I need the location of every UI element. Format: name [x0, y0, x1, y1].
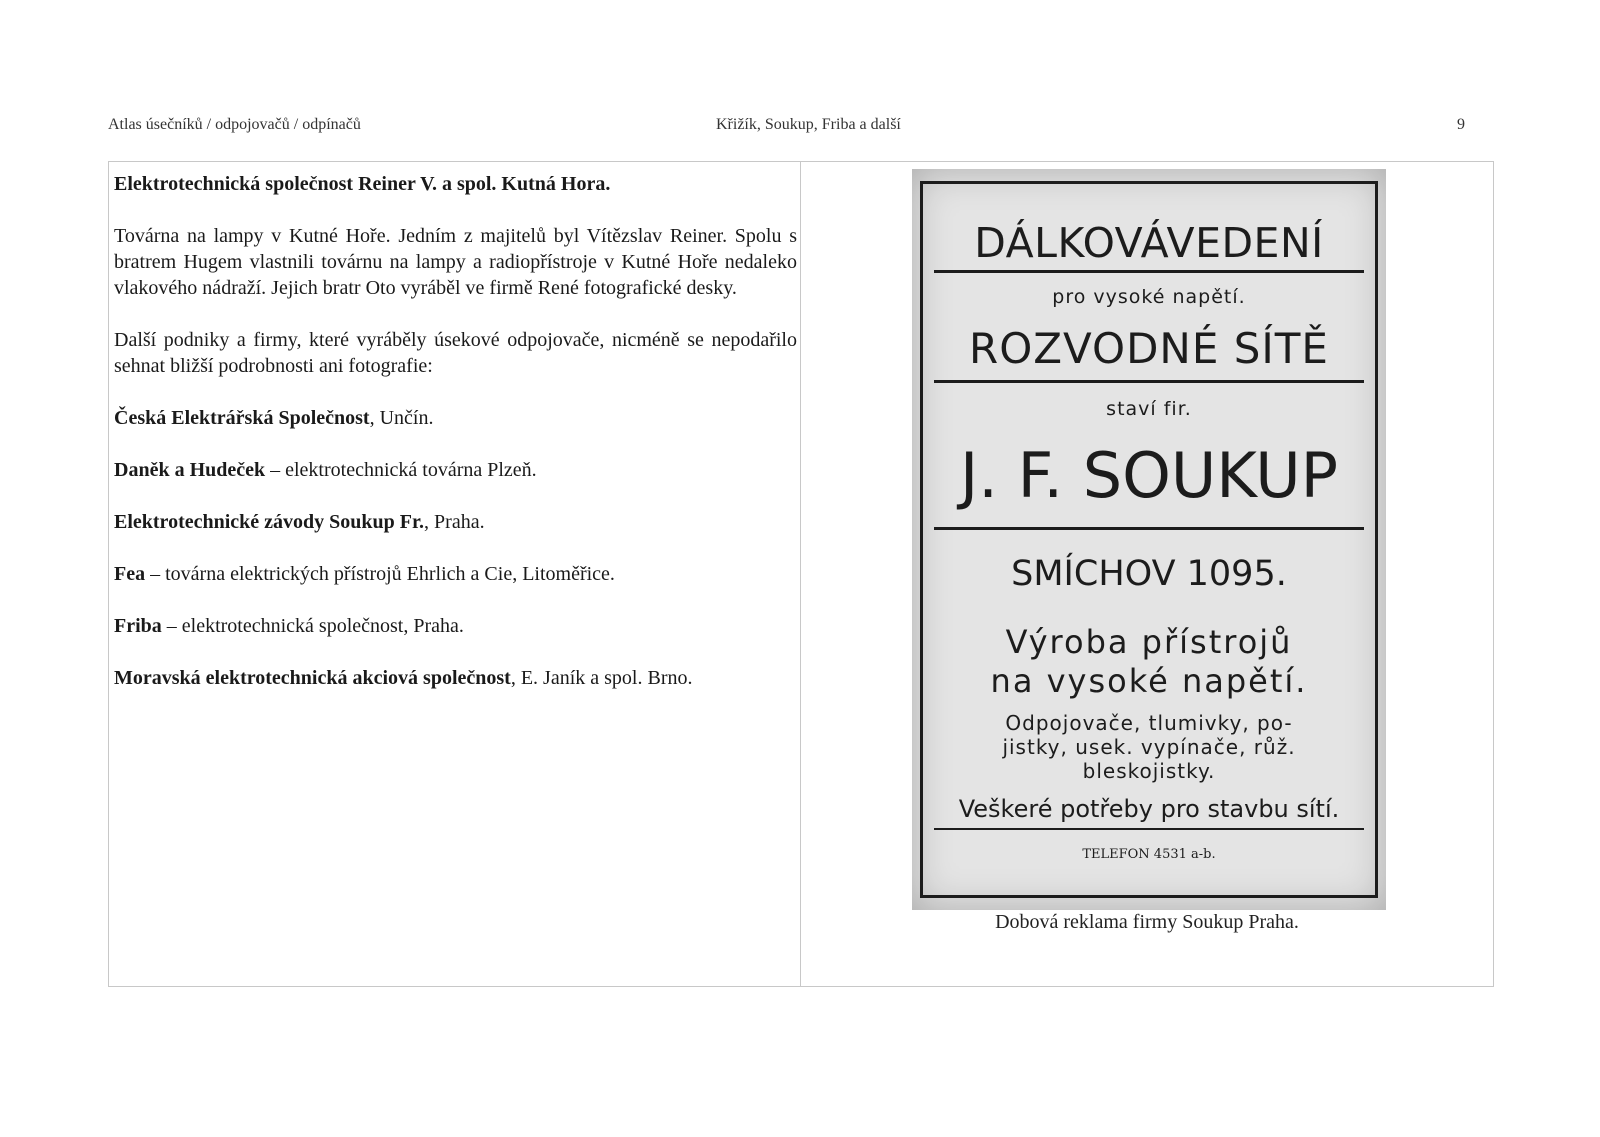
firm-entry [114, 405, 797, 431]
image-caption: Dobová reklama firmy Soukup Praha. [995, 911, 1299, 933]
ad-line-jistky: jistky, usek. vypínače, růž. [1002, 735, 1296, 759]
firm-name: Fea [114, 563, 146, 585]
ad-line-telefon: TELEFON 4531 a-b. [1082, 847, 1216, 862]
ad-line-odpojovace: Odpojovače, tlumivky, po- [1005, 711, 1293, 735]
firm-name: Daněk a Hudeček [114, 459, 266, 481]
firm-entry [114, 613, 797, 639]
left-column [114, 171, 797, 717]
firm-detail: , Unčín. [369, 407, 434, 429]
paragraph-other-firms: Další podniky a firmy, které vyráběly úsekové odpojovače, nicméně se nepodařilo sehnat bližší podrobnosti ani fotografie: [114, 329, 797, 377]
firm-entry [114, 561, 797, 587]
soukup-advertisement-image [912, 169, 1386, 910]
header-section-title: Křižík, Soukup, Friba a další [716, 116, 901, 133]
firm-detail: – továrna elektrických přístrojů Ehrlich a Cie, Litoměřice. [145, 563, 615, 585]
ad-line-jf-soukup: J. F. SOUKUP [959, 439, 1339, 512]
firm-name: Česká Elektrářská Společnost [114, 407, 370, 429]
firm-name: Friba [114, 615, 162, 637]
header-title: Atlas úsečníků / odpojovačů / odpínačů [108, 116, 361, 133]
column-divider [800, 161, 801, 987]
firm-entry [114, 509, 797, 535]
section-heading: Elektrotechnická společnost Reiner V. a spol. Kutná Hora. [114, 173, 611, 195]
ad-rule [934, 270, 1364, 273]
ad-rule [934, 380, 1364, 383]
paragraph-reiner: Továrna na lampy v Kutné Hoře. Jedním z majitelů byl Vítězslav Reiner. Spolu s bratrem Hugem vlastnili továrnu na lampy a radiopřístroje v Kutné Hoře nedaleko vlakového nádraží. Jejich bratr Oto vyráběl ve firmě René fotografické desky. [114, 225, 797, 299]
firm-detail: – elektrotechnická společnost, Praha. [161, 615, 464, 637]
firm-detail: – elektrotechnická továrna Plzeň. [265, 459, 537, 481]
ad-line-na-vysoke-napeti: na vysoké napětí. [990, 662, 1308, 700]
ad-line-vyroba-pristroju: Výroba přístrojů [1005, 623, 1293, 661]
firm-detail: , E. Janík a spol. Brno. [510, 667, 693, 689]
firm-entry [114, 457, 797, 483]
ad-line-veskere-potreby: Veškeré potřeby pro stavbu sítí. [958, 795, 1340, 823]
firm-detail: , Praha. [424, 511, 485, 533]
firm-name: Moravská elektrotechnická akciová společnost [114, 667, 511, 689]
ad-line-rozvodne-site: ROZVODNÉ SÍTĚ [969, 324, 1329, 373]
firm-name: Elektrotechnické závody Soukup Fr. [114, 511, 425, 533]
ad-line-bleskojistky: bleskojistky. [1082, 759, 1216, 783]
ad-line-stavi-fir: staví fir. [1106, 398, 1192, 420]
firm-entry [114, 665, 797, 691]
page-number: 9 [1457, 116, 1465, 133]
ad-line-pro-vysoke-napeti: pro vysoké napětí. [1052, 286, 1246, 308]
ad-rule [934, 828, 1364, 830]
ad-rule [934, 527, 1364, 530]
ad-line-dalkova-vedeni: DÁLKOVÁVEDENÍ [974, 219, 1324, 267]
ad-line-smichov: SMÍCHOV 1095. [1011, 554, 1287, 594]
